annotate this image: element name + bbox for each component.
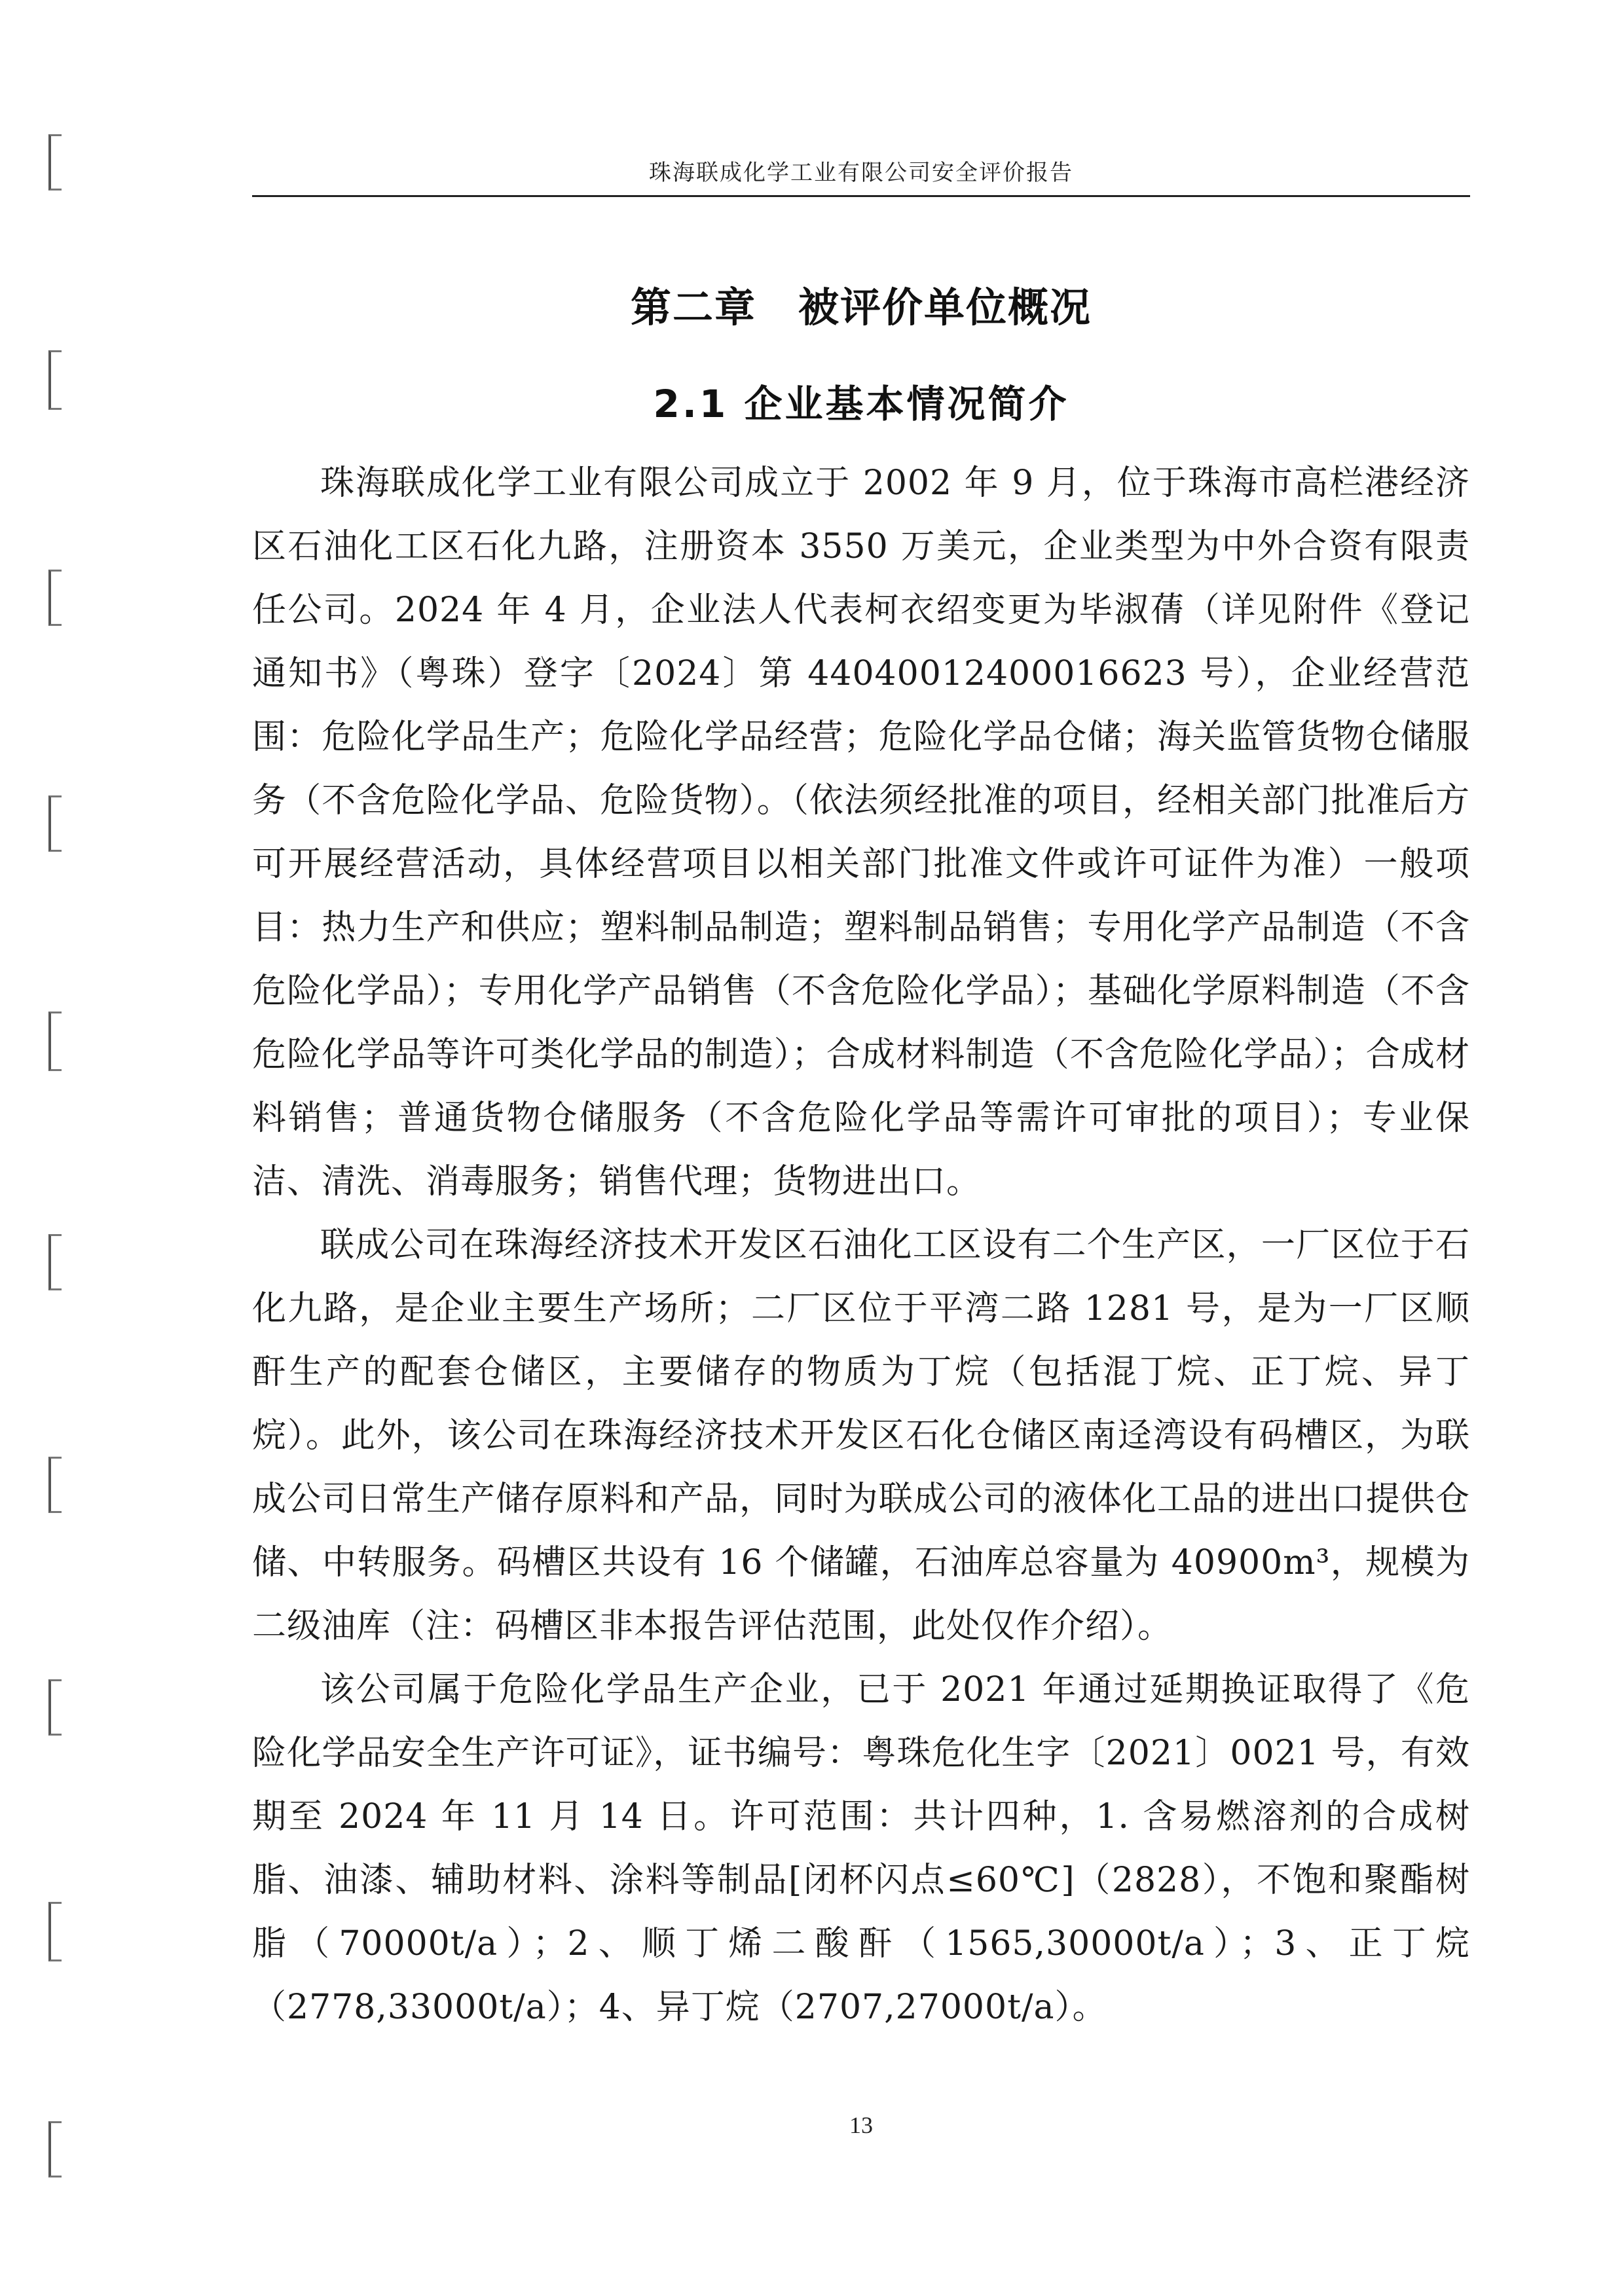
running-header: 珠海联成化学工业有限公司安全评价报告 bbox=[649, 160, 1073, 186]
chapter-title: 第二章 被评价单位概况 bbox=[630, 283, 1092, 331]
binding-mark bbox=[48, 1457, 62, 1513]
binding-mark bbox=[48, 2121, 62, 2178]
body-text bbox=[252, 452, 1470, 2039]
binding-mark bbox=[48, 1011, 62, 1071]
section-title: 2.1 企业基本情况简介 bbox=[653, 382, 1069, 426]
binding-mark bbox=[48, 1902, 62, 1961]
header-rule bbox=[252, 195, 1470, 197]
paragraph-production-areas: 联成公司在珠海经济技术开发区石油化工区设有二个生产区，一厂区位于石化九路，是企业主要生产场所；二厂区位于平湾二路 1281 号，是为一厂区顺酐生产的配套仓储区，主要储存的物质为丁烷（包括混丁烷、正丁烷、异丁烷）。此外，该公司在珠海经济技术开发区石化仓储区南迳湾设有码槽区，为联成公司日常生产储存原料和产品，同时为联成公司的液体化工品的进出口提供仓储、中转服务。码槽区共设有 16 个储罐，石油库总容量为 40900m³，规模为二级油库（注：码槽区非本报告评估范围，此处仅作介绍）。 bbox=[252, 1226, 1470, 1646]
binding-mark bbox=[48, 134, 62, 191]
paragraph-company-overview: 珠海联成化学工业有限公司成立于 2002 年 9 月，位于珠海市高栏港经济区石油化工区石化九路，注册资本 3550 万美元，企业类型为中外合资有限责任公司。2024 年 4 月，企业法人代表柯衣绍变更为毕淑蒨（详见附件《登记通知书》（粤珠）登字〔2024〕第 44040012400016623 号），企业经营范围：危险化学品生产；危险化学品经营；危险化学品仓储；海关监管货物仓储服务（不含危险化学品、危险货物）。（依法须经批准的项目，经相关部门批准后方可开展经营活动，具体经营项目以相关部门批准文件或许可证件为准）一般项目：热力生产和供应；塑料制品制造；塑料制品销售；专用化学产品制造（不含危险化学品）；专用化学产品销售（不含危险化学品）；基础化学原料制造（不含危险化学品等许可类化学品的制造）；合成材料制造（不含危险化学品）；合成材料销售；普通货物仓储服务（不含危险化学品等需许可审批的项目）；专业保洁、清洗、消毒服务；销售代理；货物进出口。 bbox=[252, 464, 1470, 1201]
binding-mark bbox=[48, 570, 62, 626]
binding-mark bbox=[48, 1679, 62, 1736]
binding-mark bbox=[48, 350, 62, 410]
paragraph-safety-license: 该公司属于危险化学品生产企业，已于 2021 年通过延期换证取得了《危险化学品安全生产许可证》，证书编号：粤珠危化生字〔2021〕0021 号，有效期至 2024 年 11 月 14 日。许可范围：共计四种，1. 含易燃溶剂的合成树脂、油漆、辅助材料、涂料等制品[闭杯闪点≤60℃]（2828），不饱和聚酯树脂（70000t/a）；2、顺丁烯二酸酐（1565,30000t/a）；3、正丁烷（2778,33000t/a）；4、异丁烷（2707,27000t/a）。 bbox=[252, 1670, 1470, 2027]
binding-mark bbox=[48, 1234, 62, 1290]
binding-mark bbox=[48, 795, 62, 852]
page-number: 13 bbox=[849, 2112, 873, 2138]
